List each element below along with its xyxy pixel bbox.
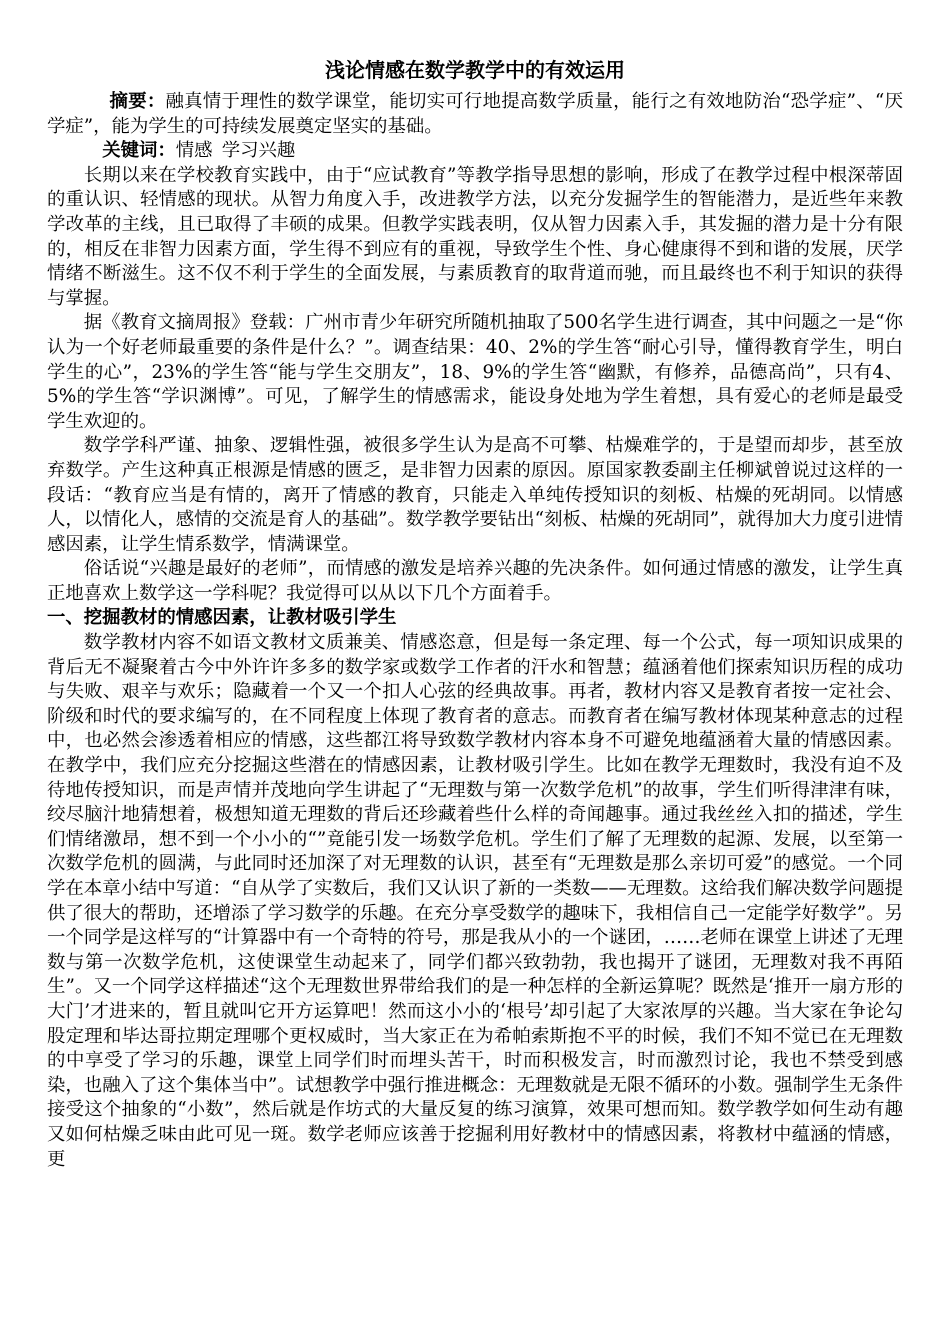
- keywords: [47, 139, 903, 164]
- abstract-text: 融真情于理性的数学课堂，能切实可行地提高数学质量，能行之有效地防治“恐学症”、“厌学症”，能为学生的可持续发展奠定坚实的基础。: [47, 91, 903, 137]
- body-paragraph: 俗话说“兴趣是最好的老师”，而情感的激发是培养兴趣的先决条件。如何通过情感的激发，让学生真正地喜欢上数学这一学科呢？我觉得可以从以下几个方面着手。: [47, 558, 903, 604]
- section-heading: 一、挖掘教材的情感因素，让教材吸引学生: [47, 607, 397, 629]
- document-page: [47, 56, 903, 1172]
- body-paragraph: 数学教材内容不如语文教材文质兼美、情感恣意，但是每一条定理、每一个公式，每一项知识成果的背后无不凝聚着古今中外许许多多的数学家或数学工作者的汗水和智慧；蕴涵着他们探索知识历程的成功与失败、艰辛与欢乐；隐藏着一个又一个扣人心弦的经典故事。再者，教材内容又是教育者按一定社会、阶级和时代的要求编写的，在不同程度上体现了教育者的意志。而教育者在编写教材体现某种意志的过程中，也必然会渗透着相应的情感，这些都江将导致数学教材内容本身不可避免地蕴涵着大量的情感因素。在教学中，我们应充分挖掘这些潜在的情感因素，让教材吸引学生。比如在教学无理数时，我没有迫不及待地传授知识，而是声情并茂地向学生讲起了“无理数与第一次数学危机”的故事，学生们听得津津有味，绞尽脑汁地猜想着，极想知道无理数的背后还珍藏着些什么样的奇闻趣事。通过我丝丝入扣的描述，学生们情绪激昂，想不到一个小小的“”竟能引发一场数学危机。学生们了解了无理数的起源、发展，以至第一次数学危机的圆满，与此同时还加深了对无理数的认识，甚至有“无理数是那么亲切可爱”的感觉。一个同学在本章小结中写道：“自从学了实数后，我们又认识了新的一类数——无理数。这给我们解决数学问题提供了很大的帮助，还增添了学习数学的乐趣。在充分享受数学的趣味下，我相信自己一定能学好数学”。另一个同学是这样写的“计算器中有一个奇特的符号，那是我从小的一个谜团，……老师在课堂上讲述了无理数与第一次数学危机，这使课堂生动起来了，同学们都兴致勃勃，我也揭开了谜团，无理数对我不再陌生”。又一个同学这样描述“这个无理数世界带给我们的是一种怎样的全新运算呢？既然是‘推开一扇方形的大门’才进来的，暂且就叫它开方运算吧！然而这小小的‘根号’却引起了大家浓厚的兴趣。当大家在争论勾股定理和毕达哥拉期定理哪个更权威时，当大家正在为希帕索斯抱不平的时候，我们不知不觉已在无理数的中享受了学习的乐趣，课堂上同学们时而埋头苦干，时而积极发言，时而激烈讨论，我也不禁受到感染，也融入了这个集体当中”。试想教学中强行推进概念：无理数就是无限不循环的小数。强制学生无条件接受这个抽象的“小数”，然后就是作坊式的大量反复的练习演算，效果可想而知。数学教学如何生动有趣又如何枯燥乏味由此可见一斑。数学老师应该善于挖掘利用好教材中的情感因素，将教材中蕴涵的情感，更: [47, 632, 903, 1170]
- abstract-label: 摘要：: [109, 91, 166, 112]
- keywords-label: 关键词：: [102, 140, 176, 162]
- abstract: [47, 90, 903, 139]
- keyword-item: 情感: [175, 140, 213, 162]
- body-paragraph: 据《教育文摘周报》登载：广州市青少年研究所随机抽取了500名学生进行调查，其中问题之一是“你认为一个好老师最重要的条件是什么？”。调查结果：40、2%的学生答“耐心引导，懂得教育学生，明白学生的心”，23%的学生答“能与学生交朋友”，18、9%的学生答“幽默，有修养，品德高尚”，只有4、5%的学生答“学识渊博”。可见，了解学生的情感需求，能设身处地为学生着想，具有爱心的老师是最受学生欢迎的。: [47, 312, 903, 432]
- body-paragraph: 数学学科严谨、抽象、逻辑性强，被很多学生认为是高不可攀、枯燥难学的，于是望而却步，甚至放弃数学。产生这种真正根源是情感的匮乏，是非智力因素的原因。原国家教委副主任柳斌曾说过这样的一段话：“教育应当是有情的，离开了情感的教育，只能走入单纯传授知识的刻板、枯燥的死胡同。以情感人，以情化人，感情的交流是育人的基础”。数学教学要钻出“刻板、枯燥的死胡同”，就得加大力度引进情感因素，让学生情系数学，情满课堂。: [47, 435, 903, 555]
- keyword-item: 学习兴趣: [221, 140, 296, 162]
- body-paragraph: 长期以来在学校教育实践中，由于“应试教育”等教学指导思想的影响，形成了在教学过程中根深蒂固的重认识、轻情感的现状。从智力角度入手，改进教学方法，以充分发掘学生的智能潜力，是近些年来教学改革的主线，且已取得了丰硕的成果。但教学实践表明，仅从智力因素入手，其发掘的潜力是十分有限的，相反在非智力因素方面，学生得不到应有的重视，导致学生个性、身心健康得不到和谐的发展，厌学情绪不断滋生。这不仅不利于学生的全面发展，与素质教育的取背道而驰，而且最终也不利于知识的获得与掌握。: [47, 164, 903, 309]
- document-title: 浅论情感在数学教学中的有效运用: [325, 58, 625, 82]
